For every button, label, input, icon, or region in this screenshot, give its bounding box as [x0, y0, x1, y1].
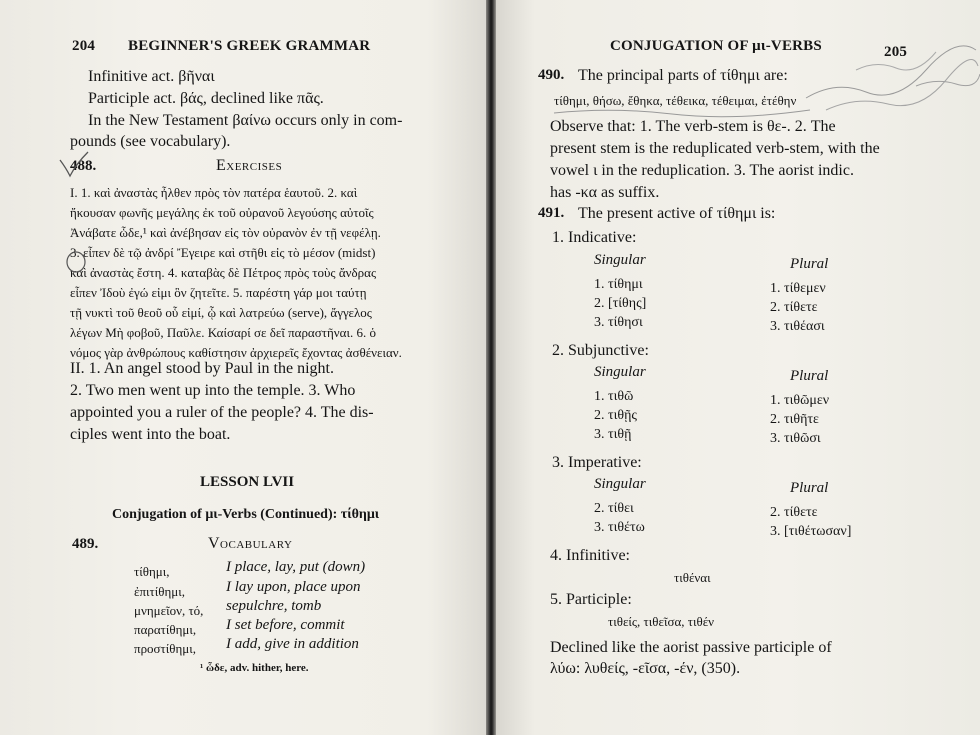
- pencil-scribbles: [796, 40, 980, 120]
- intro-line-3: In the New Testament βαίνω occurs only in com-: [88, 112, 403, 129]
- intro-line-1: Infinitive act. βῆναι: [88, 68, 215, 85]
- exercise-I-line: εἶπεν Ἰδοὺ ἐγώ εἰμι ὃν ζητεῖτε. 5. παρέστη γάρ μοι ταύτῃ: [70, 285, 367, 300]
- vocab-english: I place, lay, put (down): [226, 559, 366, 575]
- observe-line: vowel ι in the reduplication. 3. The aorist indic.: [550, 162, 854, 179]
- exercise-I-line: καὶ ἀναστὰς ἔστη. 4. καταβὰς δὲ Πέτρος πρὸς τοὺς ἄνδρας: [70, 265, 377, 280]
- mood-label: 3. Imperative:: [552, 454, 642, 471]
- intro-line-4: pounds (see vocabulary).: [70, 133, 231, 150]
- right-running-head: CONJUGATION OF μι-VERBS: [610, 38, 822, 54]
- plural-form: 3. τιθῶσι: [770, 431, 821, 446]
- section-488-number: 488.: [70, 158, 97, 174]
- singular-heading: Singular: [594, 364, 646, 380]
- exercise-II-line: II. 1. An angel stood by Paul in the night.: [70, 360, 334, 377]
- plural-form: 3. [τιθέτωσαν]: [770, 524, 852, 539]
- footnote: ¹ ὧδε, adv. hither, here.: [200, 662, 309, 674]
- exercise-I-line: λέγων Μὴ φοβοῦ, Παῦλε. Καίσαρί σε δεῖ παραστῆναι. 6. ὁ: [70, 325, 376, 340]
- singular-form: 1. τίθημι: [594, 277, 643, 292]
- exercise-I-line: Ἀνάβατε ὧδε,¹ καὶ ἀνέβησαν εἰς τὸν οὐρανὸν ἐν τῇ νεφέλῃ.: [70, 225, 381, 240]
- singular-heading: Singular: [594, 252, 646, 268]
- observe-paragraph: [550, 116, 906, 204]
- exercise-II-line: 2. Two men went up into the temple. 3. Who: [70, 382, 356, 399]
- section-491-number: 491.: [538, 205, 565, 221]
- plural-form: 2. τιθῆτε: [770, 412, 819, 427]
- mood-label: 1. Indicative:: [552, 229, 637, 246]
- observe-line: has -κα as suffix.: [550, 184, 660, 201]
- singular-form: 2. τιθῇς: [594, 408, 637, 423]
- plural-heading: Plural: [790, 480, 829, 496]
- principal-parts: τίθημι, θήσω, ἔθηκα, τέθεικα, τέθειμαι, ἐτέθην: [554, 93, 797, 108]
- singular-heading: Singular: [594, 476, 646, 492]
- participle-forms: τιθείς, τιθεῖσα, τιθέν: [608, 614, 715, 629]
- plural-form: 2. τίθετε: [770, 300, 818, 315]
- pencil-underline: [552, 105, 812, 119]
- exercise-I-line: I. 1. καὶ ἀναστὰς ἦλθεν πρὸς τὸν πατέρα ἑαυτοῦ. 2. καὶ: [70, 185, 358, 200]
- left-page: [0, 0, 486, 735]
- section-491-text: The present active of τίθημι is:: [578, 205, 776, 222]
- vocab-english: I add, give in addition: [226, 636, 359, 652]
- pencil-marks: [56, 150, 96, 280]
- section-490-number: 490.: [538, 67, 565, 83]
- exercise-I-line: 3. εἶπεν δὲ τῷ ἀνδρί Ἔγειρε καὶ στῆθι εἰς τὸ μέσον (midst): [70, 245, 376, 260]
- section-489-title: Vocabulary: [208, 535, 293, 552]
- section-488-title: Exercises: [216, 157, 283, 174]
- right-page-number: 205: [884, 44, 908, 60]
- vocab-greek: τίθημι,: [134, 564, 170, 579]
- singular-form: 2. τίθει: [594, 501, 634, 516]
- singular-form: 3. τιθῇ: [594, 427, 632, 442]
- exercise-I-line: νόμος γὰρ ἀνθρώπους καθίστησιν ἀρχιερεῖς ἔχοντας ἀσθένειαν.: [70, 345, 402, 360]
- book-gutter: [486, 0, 496, 735]
- plural-form: 1. τίθεμεν: [770, 281, 826, 296]
- vocab-english: I set before, commit: [226, 617, 345, 633]
- mood-label: 2. Subjunctive:: [552, 342, 649, 359]
- infinitive-label: 4. Infinitive:: [550, 547, 630, 564]
- section-490-text: The principal parts of τίθημι are:: [578, 67, 788, 84]
- left-running-head: BEGINNER'S GREEK GRAMMAR: [128, 38, 371, 54]
- lesson-subtitle: Conjugation of μι-Verbs (Continued): τίθημι: [112, 507, 380, 522]
- declined-line-1: Declined like the aorist passive participle of: [550, 639, 832, 656]
- declined-line-2: λύω: λυθείς, -εῖσα, -έν, (350).: [550, 660, 741, 677]
- exercise-II-line: ciples went into the boat.: [70, 426, 231, 443]
- section-489-number: 489.: [72, 536, 99, 552]
- observe-line: present stem is the reduplicated verb-stem, with the: [550, 140, 880, 157]
- intro-line-2: Participle act. βάς, declined like πᾶς.: [88, 90, 324, 107]
- exercise-I-line: τῇ νυκτὶ τοῦ θεοῦ οὗ εἰμί, ᾧ καὶ λατρεύω (serve), ἄγγελος: [70, 305, 372, 320]
- plural-heading: Plural: [790, 256, 829, 272]
- exercise-I-line: ἤκουσαν φωνῆς μεγάλης ἐκ τοῦ οὐρανοῦ λεγούσης αὐτοῖς: [70, 205, 374, 220]
- singular-form: 3. τιθέτω: [594, 520, 645, 535]
- lesson-title: LESSON LVII: [200, 474, 295, 490]
- plural-form: 3. τιθέασι: [770, 319, 825, 334]
- exercise-II-line: appointed you a ruler of the people? 4. The dis-: [70, 404, 374, 421]
- observe-line: Observe that: 1. The verb-stem is θε-. 2. The: [550, 118, 836, 135]
- vocab-greek: παρατίθημι,: [134, 622, 197, 637]
- infinitive-form: τιθέναι: [674, 570, 711, 585]
- plural-form: 1. τιθῶμεν: [770, 393, 830, 408]
- right-page: [496, 0, 980, 735]
- vocab-greek: προστίθημι,: [134, 641, 197, 656]
- singular-form: 3. τίθησι: [594, 315, 643, 330]
- left-page-number: 204: [72, 38, 96, 54]
- singular-form: 1. τιθῶ: [594, 389, 634, 404]
- vocab-greek: μνημεῖον, τό,: [134, 603, 204, 618]
- plural-form: 2. τίθετε: [770, 505, 818, 520]
- participle-label: 5. Participle:: [550, 591, 632, 608]
- vocab-english: I lay upon, place upon: [226, 579, 361, 595]
- exercise-II: [70, 358, 442, 446]
- vocab-greek: ἐπιτίθημι,: [134, 584, 185, 599]
- vocab-english: sepulchre, tomb: [226, 598, 322, 614]
- plural-heading: Plural: [790, 368, 829, 384]
- exercise-I: [70, 183, 440, 363]
- singular-form: 2. [τίθης]: [594, 296, 647, 311]
